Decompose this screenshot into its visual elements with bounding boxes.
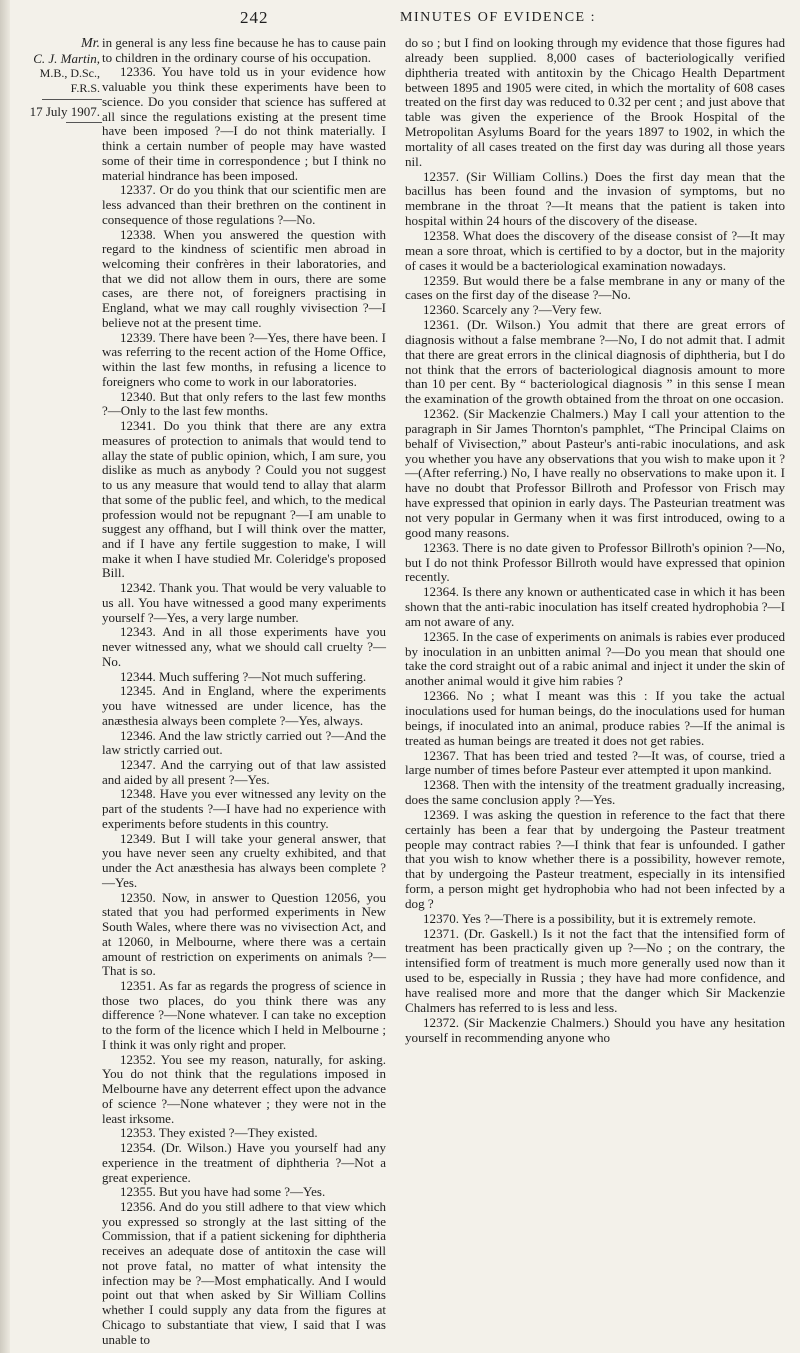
book-gutter-shadow [0, 0, 10, 1353]
paragraph: 12368. Then with the intensity of the treatment gradually increasing, does the same conclusion apply ?—Yes. [405, 777, 785, 808]
margin-divider [42, 99, 102, 100]
paragraph: 12343. And in all those experiments have you never witnessed any, what we should call cruelty ?—No. [102, 624, 386, 669]
paragraph: 12337. Or do you think that our scientific men are less advanced than their brethren on the continent in consequence of those regulations ?—No. [102, 182, 386, 227]
paragraph: 12369. I was asking the question in reference to the fact that there certainly has been a fear that by undergoing the Pasteur treatment people may contract rabies ?—I think that fear is unfounded. I gather that you wish to know whether there is a possibility, however remote, that by undergoing the Pasteur treatment, especially in its intensified form, a person might get hydrophobia who had not been infected by a dog ? [405, 806, 785, 911]
paragraph: do so ; but I find on looking through my evidence that those figures had already been supplied. 8,000 cases of bacteriologically verified diphtheria treated with antitoxin by the Chicago Health Department between 1895 and 1905 were cited, in which the mortality of 608 cases treated on the first day was reduced to 0.32 per cent ; and just above that table was given the experience of the Brook Hospital of the Metropolitan Asylums Board for the years 1897 to 1902, in which the mortality of all cases treated on the first day was during all those years nil. [405, 35, 785, 169]
paragraph: 12362. (Sir Mackenzie Chalmers.) May I call your attention to the paragraph in Sir James Thornton's pamphlet, “The Principal Claims on behalf of Vivisection,” about Pasteur's anti-rabic inoculations, and ask you whether you have any observations that you wish to make upon it ?—(After referring.) No, I have really no observations to make upon it. I have no doubt that Professor Billroth and Professor von Frisch may have expressed that opinion in early days. The Pasteurian treatment was not very popular in Germany when it was first introduced, owing to a good many reasons. [405, 406, 785, 540]
paragraph: 12355. But you have had some ?—Yes. [120, 1184, 326, 1200]
paragraph: 12353. They existed ?—They existed. [120, 1125, 318, 1141]
paragraph: 12365. In the case of experiments on animals is rabies ever produced by inoculation in an unbitten animal ?—Do you mean that should one take the cord straight out of a rabic animal and inject it under the skin of another animal would it give him rabies ? [405, 628, 785, 689]
paragraph: 12351. As far as regards the progress of science in those two places, do you think there was any difference ?—None whatever. I can take no exception to the form of the licence which I held in Melbourne ; I think it was only right and proper. [102, 978, 386, 1052]
paragraph: 12366. No ; what I meant was this : If you take the actual inoculations used for human beings, do the inoculations used for human beings, if inoculated into an animal, produce rabies ?—If the animal is treated as human beings are treated it does not get rabies. [405, 688, 785, 748]
paragraph: 12363. There is no date given to Professor Billroth's opinion ?—No, but I do not think Professor Billroth would have expressed that opinion recently. [405, 539, 785, 585]
paragraph: 12339. There have been ?—Yes, there have been. I was referring to the recent action of the Home Office, within the last few months, in refusing a licence to foreigners who come to work in our laboratories. [102, 329, 386, 389]
paragraph: 12344. Much suffering ?—Not much suffering. [120, 668, 367, 684]
evidence-date: 17 July 1907. [29, 104, 100, 119]
page-header [0, 8, 800, 34]
paragraph: 12361. (Dr. Wilson.) You admit that there are great errors of diagnosis without a false membrane ?—No, I do not admit that. I admit that there are great errors in the clinical diagnosis of diphtheria, but I do not think that the errors of bacteriological diagnosis amount to more than 10 per cent. By “ bacteriological diagnosis ” in this sense I mean the examination of the growth obtained from the throat on one occasion. [405, 317, 785, 407]
paragraph: 12354. (Dr. Wilson.) Have you yourself had any experience in the treatment of diphtheria ?—Not a great experience. [102, 1140, 386, 1185]
paragraph: 12350. Now, in answer to Question 12056, you stated that you had performed experiments in New South Wales, where there was no vivisection Act, and at 12060, in Melbourne, where there was a certain amount of restriction on experiments on animals ?—That is so. [102, 889, 386, 979]
witness-name: C. J. Martin, [33, 51, 100, 66]
paragraph: 12356. And do you still adhere to that view which you expressed so strongly at the last sitting of the Commission, that if a patient sickening for diphtheria receives an adequate dose of antitoxin the case will not prove fatal, no matter of what intensity the infection may be ?—Most emphatically. And I would point out that when asked by Sir William Collins whether I could supply any data from the figures at Chicago to substantiate that view, I said that I was unable to [102, 1199, 386, 1347]
paragraph: 12346. And the law strictly carried out ?—And the law strictly carried out. [102, 727, 386, 758]
paragraph: 12341. Do you think that there are any extra measures of protection to animals that would tend to allay the state of public opinion, which, I am sure, you dislike as much as anybody ? Could you not suggest to us any measure that would tend to allay that alarm that some of the public feel, and which, to the medical profession would not be repugnant ?—I am unable to suggest any offhand, but I will think over the matter, and if I have any fertile suggestion to make, I will make it when I have studied Mr. Coleridge's proposed Bill. [102, 418, 386, 581]
paragraph: 12345. And in England, where the experiments you have witnessed are under licence, has the anæsthesia always been complete ?—Yes, always. [102, 683, 386, 728]
left-column [102, 36, 386, 1347]
paragraph: 12371. (Dr. Gaskell.) Is it not the fact that the intensified form of treatment has been practically given up ?—No ; on the contrary, the intensified form of treatment is much more generally used now than it used to be, especially in Russia ; they have had more confidence, and have realised more and more that the danger which Sir Mackenzie Chalmers has referred to is less and less. [405, 925, 785, 1015]
paragraph: 12364. Is there any known or authenticated case in which it has been shown that the anti-rabic inoculation has itself created hydrophobia ?—I am not aware of any. [405, 584, 785, 629]
date-divider [66, 122, 102, 123]
paragraph: 12367. That has been tried and tested ?—It was, of course, tried a large number of times before Pasteur ever attempted it upon mankind. [405, 747, 785, 778]
paragraph: 12336. You have told us in your evidence how valuable you think these experiments have been to science. Do you consider that science has suffered at all since the regulations existing at the present time have been imposed ?—I do not think materially. I think a certain number of people may have wasted some of their time in correspondence ; but I think no material hindrance has been imposed. [102, 64, 386, 183]
paragraph: 12360. Scarcely any ?—Very few. [423, 302, 602, 318]
paragraph: 12348. Have you ever witnessed any levity on the part of the students ?—I have had no experience with experiments before students in this country. [102, 786, 386, 831]
paragraph: 12352. You see my reason, naturally, for asking. You do not think that the regulations imposed in Melbourne have any deterrent effect upon the advance of science ?—None whatever ; they were not in the least irksome. [102, 1051, 386, 1126]
paragraph: 12347. And the carrying out of that law assisted and aided by all present ?—Yes. [102, 756, 386, 787]
running-title: MINUTES OF EVIDENCE : [400, 10, 596, 25]
paragraph: 12349. But I will take your general answer, that you have never seen any cruelty exhibited, and that under the Act anæsthesia has always been complete ?—Yes. [102, 830, 386, 890]
witness-degrees: M.B., D.Sc., [39, 66, 100, 80]
witness-title: Mr. [80, 36, 100, 51]
witness-fellowship: F.R.S. [70, 81, 100, 95]
paragraph: 12359. But would there be a false membrane in any or many of the cases on the first day of the disease ?—No. [405, 272, 785, 303]
paragraph: 12338. When you answered the question with regard to the kindness of scientific men abroad in welcoming their confrères in their laboratories, and that we did not allow them in ours, there are some cases, are there not, of foreigners practising in England, what we may call roughly vivisection ?—I believe not at the present time. [102, 226, 386, 330]
right-column [405, 36, 785, 1045]
paragraph: 12372. (Sir Mackenzie Chalmers.) Should you have any hesitation yourself in recommending anyone who [405, 1014, 785, 1045]
paragraph: 12358. What does the discovery of the disease consist of ?—It may mean a sore throat, which is certified to by a doctor, but in the majority of cases it would be a bacteriological examination nowadays. [405, 227, 785, 273]
witness-margin-note [12, 36, 100, 123]
paragraph: in general is any less fine because he has to cause pain to children in the ordinary course of his occupation. [102, 35, 386, 65]
paragraph: 12340. But that only refers to the last few months ?—Only to the last few months. [102, 388, 386, 419]
paragraph: 12370. Yes ?—There is a possibility, but it is extremely remote. [423, 910, 756, 926]
page-number: 242 [240, 8, 269, 27]
paragraph: 12342. Thank you. That would be very valuable to us all. You have witnessed a good many experiments yourself ?—Yes, a very large number. [102, 580, 386, 625]
paragraph: 12357. (Sir William Collins.) Does the first day mean that the bacillus has been found and the invasion of symptoms, but no membrane in the throat ?—It means that the patient is taken into hospital within 24 hours of the discovery of the disease. [405, 168, 785, 229]
